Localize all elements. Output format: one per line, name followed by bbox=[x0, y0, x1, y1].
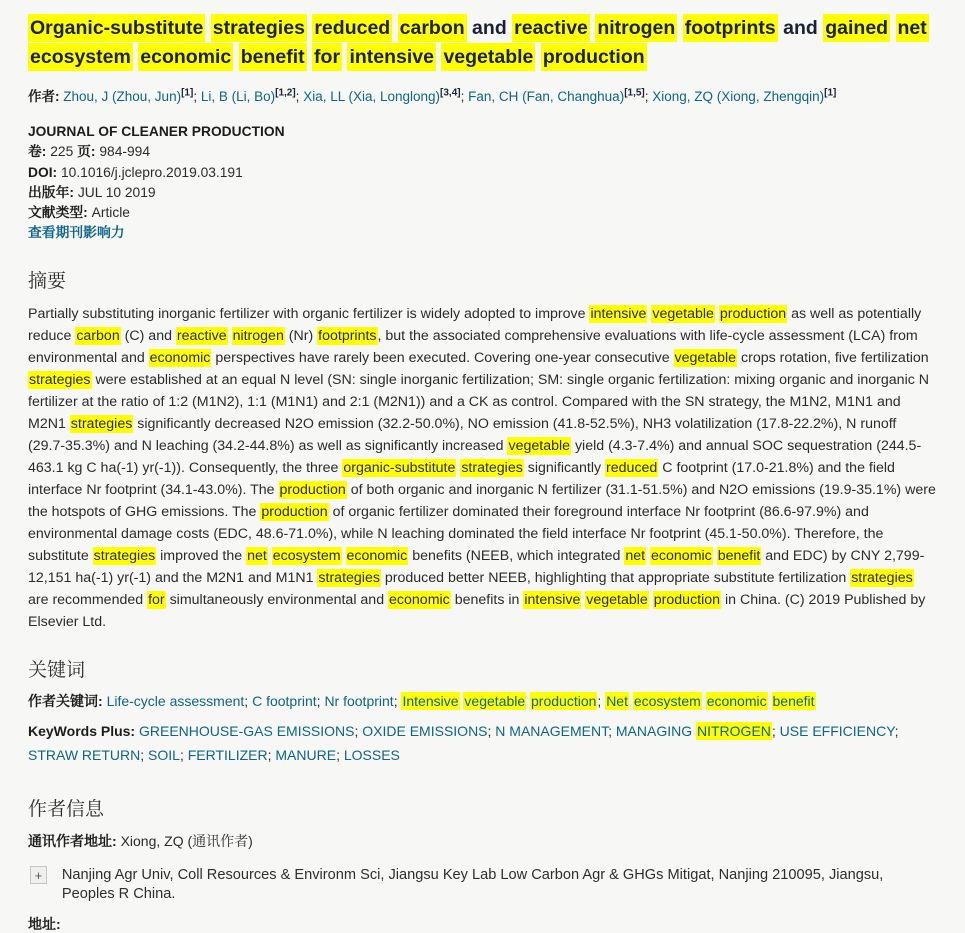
text-segment: yield (4.3-7.4%) and annual SOC sequestration (244.5-463.1 kg C ha(-1) yr(-1)). Consequently, the three bbox=[28, 437, 922, 476]
author-affiliation-superscript: [1] bbox=[824, 87, 837, 99]
highlighted-term: production bbox=[531, 692, 597, 709]
authors-line bbox=[28, 87, 935, 107]
highlighted-term: strategies bbox=[211, 14, 307, 42]
doctype-label: 文献类型: bbox=[28, 205, 88, 221]
text-segment: , but the associated comprehensive evaluations with life-cycle assessment (LCA) from environmental and bbox=[28, 327, 918, 366]
highlighted-term: reduced bbox=[312, 14, 392, 42]
separator: ; bbox=[354, 723, 363, 740]
keywords-plus-list bbox=[28, 722, 899, 763]
separator: ; bbox=[460, 89, 469, 104]
text-segment: C footprint (17.0-21.8%) and the field interface Nr footprint (34.1-43.0%). The bbox=[28, 459, 895, 498]
highlighted-term: Net bbox=[606, 692, 628, 709]
text-segment: are recommended bbox=[28, 591, 148, 608]
separator: ; bbox=[487, 723, 496, 740]
text-segment bbox=[233, 46, 238, 68]
pages-value: 984-994 bbox=[99, 144, 151, 160]
highlighted-term: nitrogen bbox=[595, 14, 677, 42]
text-segment: of both organic and inorganic N fertilizer (31.1-51.5%) and N2O emissions (19.9-35.1%) were the hotspots of GHG emissions. The bbox=[28, 481, 936, 520]
text-segment: LOSSES bbox=[343, 746, 400, 763]
address-row bbox=[30, 866, 935, 904]
text-segment bbox=[535, 46, 540, 68]
address-text: Nanjing Agr Univ, Coll Resources & Environm Sci, Jiangsu Key Lab Low Carbon Agr & GHGs Mitigat, Nanjing 210095, Jiangsu, Peoples R China. bbox=[61, 867, 884, 903]
text-segment: as well as potentially reduce bbox=[28, 305, 922, 344]
separator: ; bbox=[393, 692, 402, 709]
separator: ; bbox=[771, 723, 780, 740]
text-segment: SOIL bbox=[148, 746, 180, 763]
highlighted-term: economic bbox=[138, 43, 233, 71]
text-segment: Partially substituting inorganic fertilizer with organic fertilizer is widely adopted to improve bbox=[28, 305, 590, 322]
abstract-text bbox=[28, 303, 936, 633]
highlighted-term: net bbox=[247, 547, 267, 564]
highlighted-term: NITROGEN bbox=[697, 723, 771, 740]
doi-value: 10.1016/j.jclepro.2019.03.191 bbox=[60, 164, 243, 180]
highlighted-term: net bbox=[896, 14, 929, 42]
keywords-plus-label: KeyWords Plus: bbox=[28, 723, 136, 740]
highlighted-term: ecosystem bbox=[28, 43, 133, 71]
highlighted-term: ecosystem bbox=[272, 547, 341, 564]
highlighted-term: carbon bbox=[76, 327, 120, 344]
keyword-link[interactable] bbox=[275, 747, 336, 763]
abstract-heading: 摘要 bbox=[28, 270, 67, 292]
keyword-link[interactable] bbox=[188, 747, 268, 763]
highlighted-term: strategies bbox=[851, 569, 913, 586]
keyword-link[interactable] bbox=[252, 693, 317, 709]
journal-impact-link[interactable]: 查看期刊影响力 bbox=[28, 225, 125, 241]
pubyear-label: 出版年: bbox=[28, 184, 74, 200]
highlighted-term: economic bbox=[389, 591, 450, 608]
pubyear-line bbox=[28, 183, 935, 203]
highlighted-term: benefit bbox=[717, 547, 761, 564]
highlighted-term: production bbox=[653, 591, 721, 608]
text-segment: STRAW RETURN bbox=[28, 746, 141, 763]
keywords-plus-line bbox=[28, 720, 936, 767]
highlighted-term: vegetable bbox=[441, 43, 535, 71]
highlighted-term: Organic-substitute bbox=[28, 14, 205, 42]
keyword-link[interactable] bbox=[495, 723, 608, 739]
keyword-link[interactable] bbox=[344, 747, 400, 763]
author-affiliation-superscript: [1,5] bbox=[624, 87, 645, 99]
author-affiliation-superscript: [3,4] bbox=[440, 87, 461, 99]
separator: ; bbox=[608, 723, 616, 740]
journal-block bbox=[28, 122, 935, 244]
authors-list bbox=[63, 89, 836, 104]
text-segment: crops rotation, five fertilization bbox=[737, 349, 929, 366]
text-segment: significantly bbox=[523, 459, 606, 476]
text-segment bbox=[768, 693, 772, 709]
keyword-link[interactable] bbox=[28, 747, 140, 763]
pubyear-value: JUL 10 2019 bbox=[77, 184, 156, 200]
volume-pages-line bbox=[28, 142, 935, 162]
keyword-link[interactable] bbox=[139, 723, 354, 739]
highlighted-term: economic bbox=[346, 547, 408, 564]
text-segment: FERTILIZER bbox=[187, 746, 268, 763]
highlighted-term: vegetable bbox=[464, 692, 526, 709]
text-segment: and EDC) by CNY 2,799-12,151 ha(-1) yr(-1) and the M2N1 and M1N1 bbox=[28, 547, 925, 586]
author-link[interactable]: Zhou, J (Zhou, Jun) bbox=[63, 89, 182, 104]
highlighted-term: footprints bbox=[683, 14, 778, 42]
highlighted-term: for bbox=[312, 43, 342, 71]
text-segment: benefits in bbox=[450, 591, 524, 608]
text-segment: OXIDE EMISSIONS bbox=[362, 723, 488, 740]
text-segment: (Nr) bbox=[284, 327, 318, 344]
text-segment: produced better NEEB, highlighting that appropriate substitute fertilization bbox=[380, 569, 851, 586]
highlighted-term: strategies bbox=[70, 415, 133, 432]
text-segment bbox=[342, 548, 346, 564]
separator: ; bbox=[193, 89, 201, 104]
text-segment: and bbox=[777, 17, 824, 39]
highlighted-term: production bbox=[261, 503, 328, 520]
highlighted-term: strategies bbox=[318, 569, 380, 586]
separator: ; bbox=[295, 89, 304, 104]
text-segment: USE EFFICIENCY bbox=[779, 723, 895, 740]
text-segment: simultaneously environmental and bbox=[165, 591, 389, 608]
text-segment: were established at an equal N level (SN: single inorganic fertilization; SM: single organic fertilization: mixing organic and inorganic N fertilizer at the ratio of 1:2 (M1N2), 1:1 (M1N1) and 2:1 (M2N1)) and a CK as control. Compared with the SN strategy, the M1N2, M1N1 and M2N1 bbox=[28, 371, 930, 432]
addresses-label-cutoff: 地址: bbox=[28, 916, 61, 933]
separator: ; bbox=[140, 746, 149, 763]
author-affiliation-superscript: [1,2] bbox=[275, 87, 296, 99]
highlighted-term: intensive bbox=[590, 305, 647, 322]
highlighted-term: economic bbox=[149, 349, 211, 366]
text-segment bbox=[677, 17, 682, 39]
corresponding-author-value: Xiong, ZQ (通讯作者) bbox=[120, 833, 253, 850]
highlighted-term: reduced bbox=[606, 459, 658, 476]
corresponding-author-line bbox=[28, 831, 935, 851]
text-segment: GREENHOUSE-GAS EMISSIONS bbox=[139, 723, 355, 740]
highlighted-term: net bbox=[625, 547, 646, 564]
pages-label: 页: bbox=[77, 144, 96, 160]
highlighted-term: strategies bbox=[93, 547, 156, 564]
separator: ; bbox=[244, 692, 253, 709]
highlighted-term: production bbox=[279, 481, 346, 498]
authors-label: 作者: bbox=[28, 89, 60, 104]
keyword-link[interactable] bbox=[605, 692, 815, 710]
highlighted-term: reactive bbox=[176, 327, 227, 344]
text-segment: MANAGING bbox=[615, 723, 696, 740]
highlighted-term: vegetable bbox=[508, 437, 571, 454]
highlighted-term: economic bbox=[706, 692, 767, 709]
author-keywords-label: 作者关键词: bbox=[28, 692, 103, 709]
text-segment: improved the bbox=[156, 547, 247, 564]
paper-title bbox=[28, 14, 940, 72]
text-segment bbox=[228, 328, 232, 344]
text-segment bbox=[392, 17, 397, 39]
text-segment: Nr footprint bbox=[324, 692, 394, 709]
doi-label: DOI: bbox=[28, 164, 58, 180]
text-segment bbox=[205, 17, 210, 39]
author-link[interactable]: Xiong, ZQ (Xiong, Zhengqin) bbox=[652, 89, 825, 104]
highlighted-term: organic-substitute bbox=[343, 459, 456, 476]
author-affiliation-superscript: [1] bbox=[181, 87, 194, 99]
text-segment: N MANAGEMENT bbox=[495, 723, 609, 740]
journal-name: JOURNAL OF CLEANER PRODUCTION bbox=[28, 124, 285, 139]
text-segment: perspectives have rarely been executed. Covering one-year consecutive bbox=[211, 349, 674, 366]
separator: ; bbox=[597, 692, 606, 709]
highlighted-term: vegetable bbox=[652, 305, 714, 322]
author-keywords-list bbox=[107, 692, 816, 710]
separator: ; bbox=[316, 692, 325, 709]
keyword-link[interactable] bbox=[324, 693, 393, 709]
text-segment: Life-cycle assessment bbox=[106, 692, 245, 709]
text-segment: MANURE bbox=[275, 746, 337, 763]
text-segment: significantly decreased N2O emission (32.2-50.0%), NO emission (41.8-52.5%), NH3 volatilization (17.8-22.2%), N runoff (29.7-35.3%) and N leaching (34.2-44.8%) as well as significantly increased bbox=[28, 415, 897, 454]
keywords-heading: 关键词 bbox=[28, 659, 86, 681]
author-link[interactable]: Fan, CH (Fan, Changhua) bbox=[468, 89, 625, 104]
highlighted-term: vegetable bbox=[586, 591, 648, 608]
keyword-link[interactable] bbox=[107, 693, 245, 709]
keyword-link[interactable] bbox=[362, 723, 487, 739]
text-segment: (C) and bbox=[120, 327, 176, 344]
highlighted-term: vegetable bbox=[674, 349, 737, 366]
highlighted-term: benefit bbox=[239, 43, 307, 71]
highlighted-term: for bbox=[148, 591, 165, 608]
separator: ; bbox=[179, 746, 188, 763]
highlighted-term: production bbox=[541, 43, 647, 71]
highlighted-term: benefit bbox=[772, 692, 815, 709]
highlighted-term: carbon bbox=[398, 14, 467, 42]
highlighted-term: ecosystem bbox=[633, 692, 701, 709]
keyword-link[interactable] bbox=[780, 723, 895, 739]
impact-line bbox=[28, 223, 935, 243]
highlighted-term: intensive bbox=[347, 43, 436, 71]
text-segment: C footprint bbox=[252, 692, 317, 709]
doi-line bbox=[28, 163, 935, 183]
keyword-link[interactable] bbox=[401, 692, 597, 710]
corresponding-author-label: 通讯作者地址: bbox=[28, 833, 117, 850]
highlighted-term: footprints bbox=[318, 327, 377, 344]
highlighted-term: reactive bbox=[512, 14, 590, 42]
highlighted-term: gained bbox=[823, 14, 890, 42]
highlighted-term: strategies bbox=[461, 459, 523, 476]
expand-address-button[interactable]: + bbox=[30, 866, 47, 884]
author-link[interactable]: Xia, LL (Xia, Longlong) bbox=[303, 89, 441, 104]
volume-value: 225 bbox=[50, 144, 74, 160]
author-link[interactable]: Li, B (Li, Bo) bbox=[200, 89, 276, 104]
author-keywords-line bbox=[28, 690, 936, 714]
separator: ; bbox=[336, 746, 344, 763]
text-segment: and bbox=[466, 17, 513, 39]
separator: ; bbox=[894, 723, 899, 740]
highlighted-term: strategies bbox=[29, 371, 91, 388]
keyword-link[interactable] bbox=[148, 747, 180, 763]
highlighted-term: production bbox=[719, 305, 787, 322]
highlighted-term: nitrogen bbox=[232, 327, 284, 344]
text-segment bbox=[890, 17, 895, 39]
keyword-link[interactable] bbox=[616, 722, 772, 740]
highlighted-term: economic bbox=[651, 547, 712, 564]
volume-label: 卷: bbox=[28, 144, 47, 160]
author-info-heading: 作者信息 bbox=[28, 799, 105, 821]
highlighted-term: intensive bbox=[524, 591, 581, 608]
doctype-line bbox=[28, 203, 935, 223]
separator: ; bbox=[267, 746, 276, 763]
text-segment: of organic fertilizer dominated their foreground interface Nr footprint (86.6-97.9%) and environmental damage costs (EDC, 48.6-71.0%), while N leaching dominated the field interface Nr footprint (45.1-50.0%). Therefore, the substitute bbox=[28, 503, 884, 564]
doctype-value: Article bbox=[91, 205, 130, 221]
separator: ; bbox=[644, 89, 653, 104]
highlighted-term: Intensive bbox=[402, 692, 459, 709]
text-segment: in China. (C) 2019 Published by Elsevier Ltd. bbox=[28, 591, 926, 630]
text-segment: benefits (NEEB, which integrated bbox=[408, 547, 625, 564]
